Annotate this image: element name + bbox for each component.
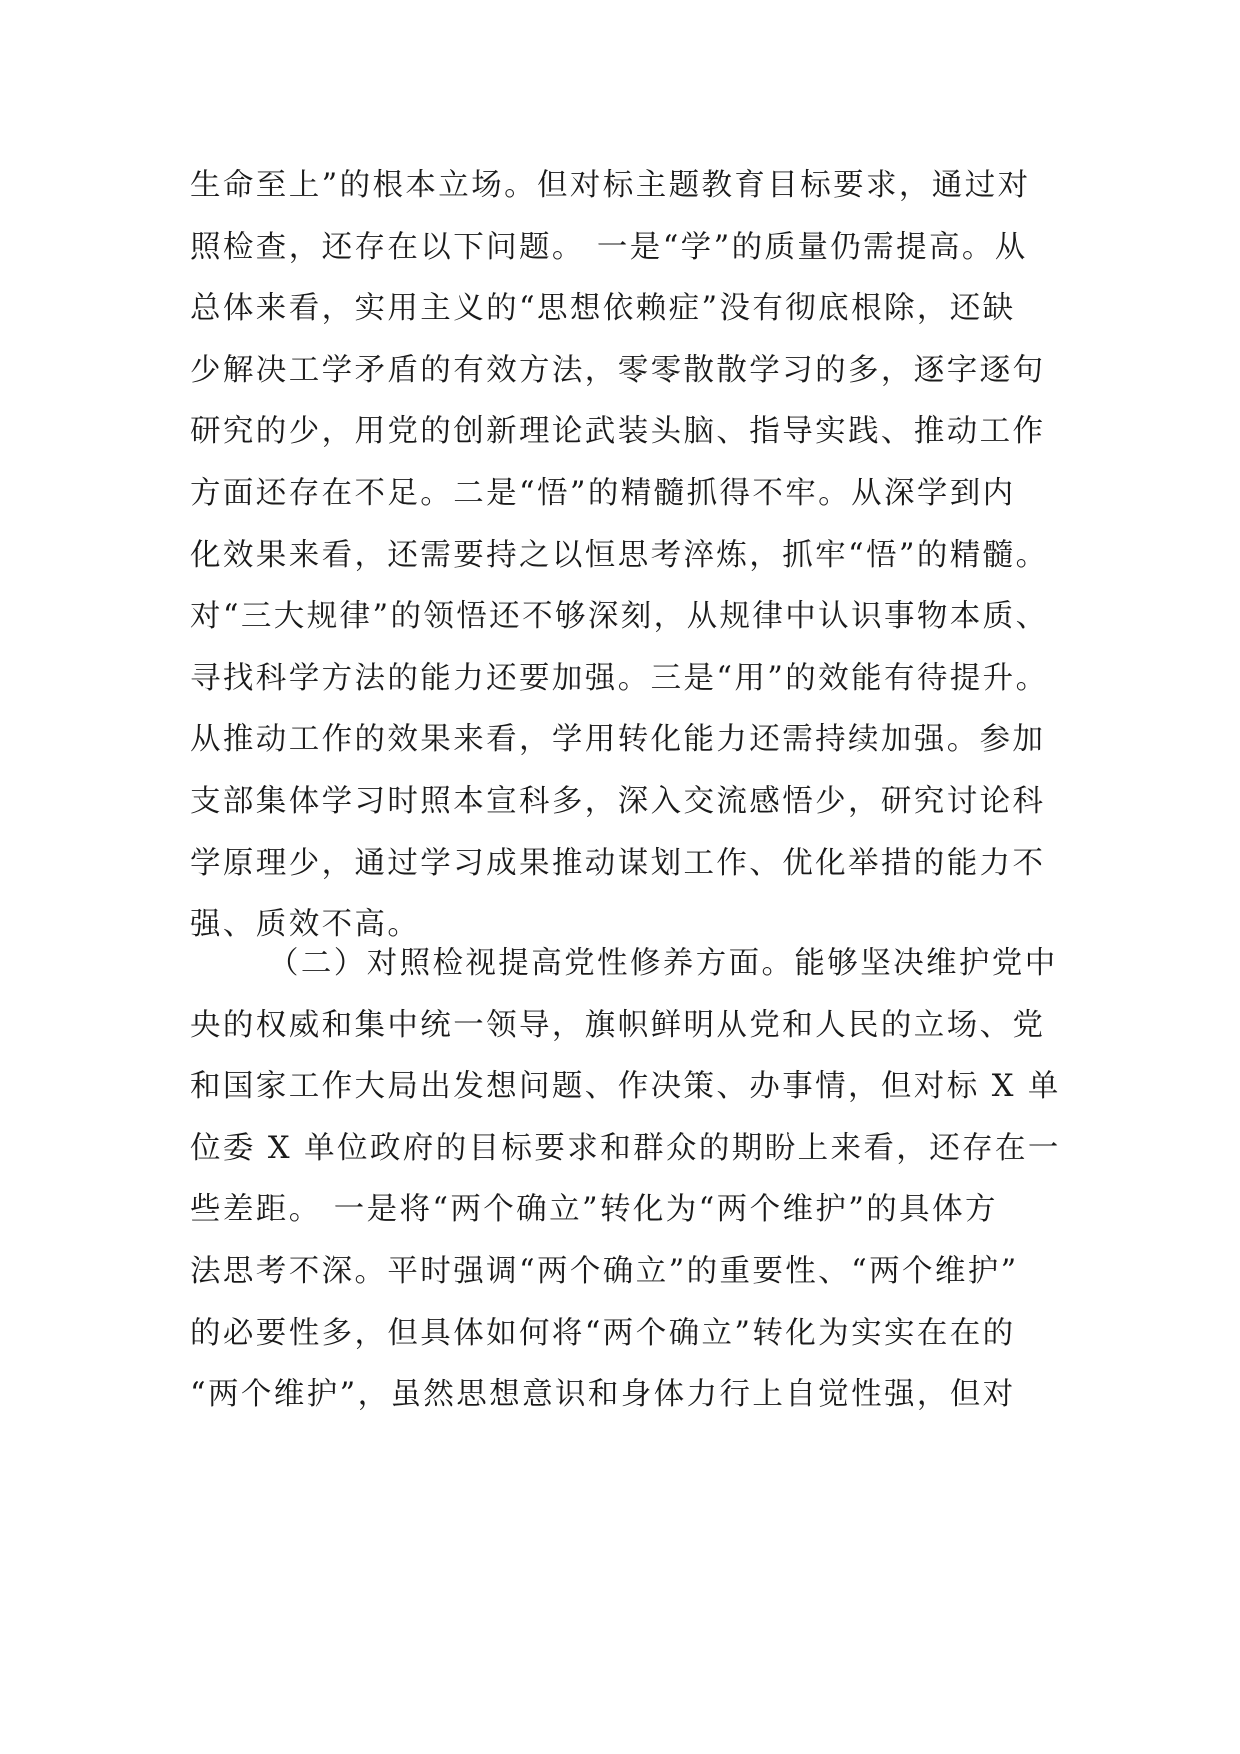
text-line: 和国家工作大局出发想问题、作决策、办事情，但对标 X 单 <box>190 1069 1061 1105</box>
text-line: 央的权威和集中统一领导，旗帜鲜明从党和人民的立场、党 <box>190 1007 1046 1043</box>
text-line: 强、质效不高。 <box>190 907 421 943</box>
text-line: 化效果来看，还需要持之以恒思考淬炼，抓牢“悟”的精髓。 <box>190 537 1049 573</box>
text-line: 学原理少，通过学习成果推动谋划工作、优化举措的能力不 <box>190 845 1046 881</box>
text-line: 研究的少，用党的创新理论武装头脑、指导实践、推动工作 <box>190 414 1046 450</box>
text-line: 些差距。 一是将“两个确立”转化为“两个维护”的具体方 <box>190 1192 998 1228</box>
text-line: 从推动工作的效果来看，学用转化能力还需持续加强。参加 <box>190 722 1046 758</box>
text-line: 总体来看，实用主义的“思想依赖症”没有彻底根除，还缺 <box>190 291 1016 327</box>
text-line: 法思考不深。平时强调“两个确立”的重要性、“两个维护” <box>190 1253 1019 1289</box>
text-line: 对“三大规律”的领悟还不够深刻，从规律中认识事物本质、 <box>190 599 1049 635</box>
text-line: 的必要性多，但具体如何将“两个确立”转化为实实在在的 <box>190 1315 1016 1351</box>
text-line: 少解决工学矛盾的有效方法，零零散散学习的多，逐字逐句 <box>190 352 1046 388</box>
text-line: 支部集体学习时照本宣科多，深入交流感悟少，研究讨论科 <box>190 783 1046 819</box>
text-line: 生命至上”的根本立场。但对标主题教育目标要求，通过对 <box>190 168 1031 203</box>
section-heading-line: （二）对照检视提高党性修养方面。能够坚决维护党中 <box>268 946 1058 981</box>
text-line: 寻找科学方法的能力还要加强。三是“用”的效能有待提升。 <box>190 660 1049 696</box>
text-line: 方面还存在不足。二是“悟”的精髓抓得不牢。从深学到内 <box>190 475 1016 511</box>
paragraph-problems-study <box>190 155 1060 956</box>
text-line: “两个维护”，虽然思想意识和身体力行上自觉性强，但对 <box>190 1377 1016 1413</box>
paragraph-party-spirit <box>190 933 1060 1426</box>
text-line: 照检查，还存在以下问题。 一是“学”的质量仍需提高。从 <box>190 229 1028 265</box>
text-line: 位委 X 单位政府的目标要求和群众的期盼上来看，还存在一 <box>190 1130 1061 1166</box>
